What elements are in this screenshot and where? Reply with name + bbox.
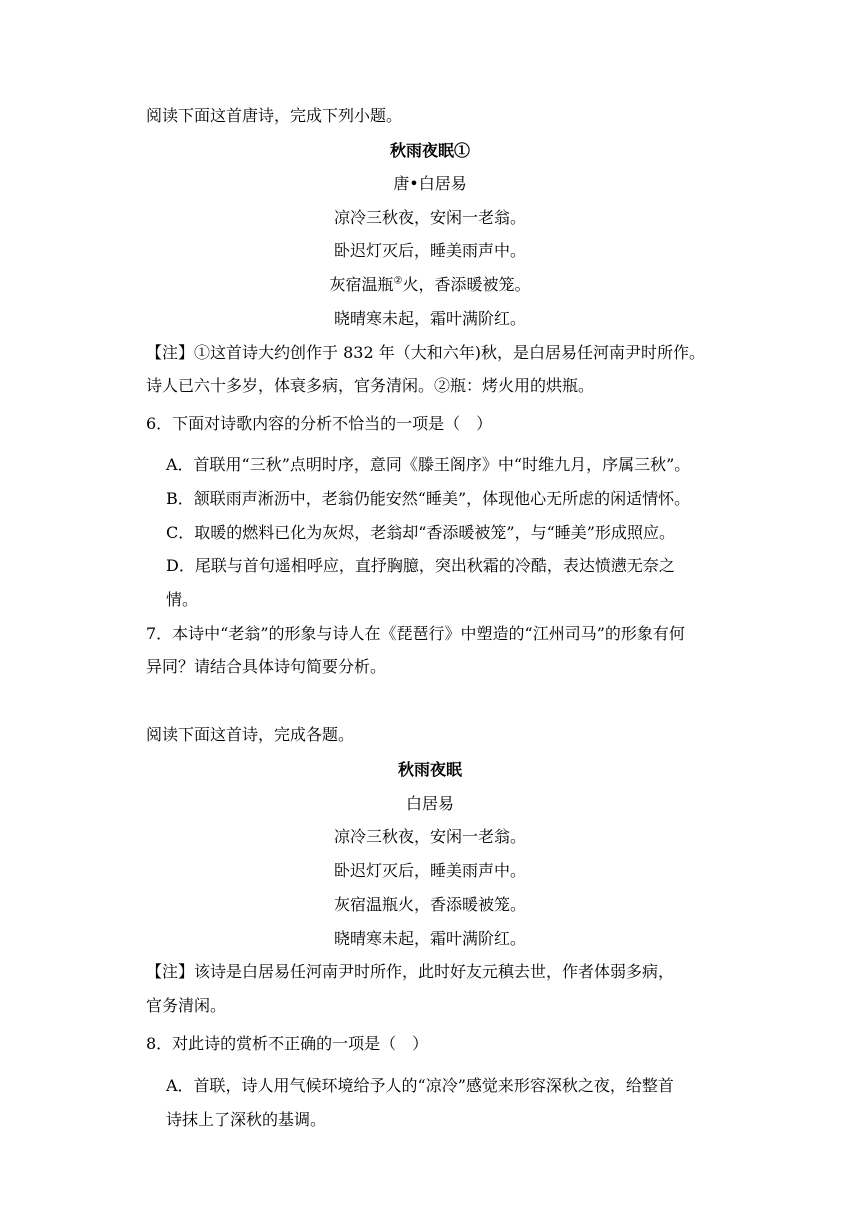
poem-verse-2-3: 灰宿温瓶火，香添暖被笼。 [333, 895, 526, 914]
question-6-option-d-cont: 情。 [166, 590, 199, 609]
question-8-stem: 8．对此诗的赏析不正确的一项是（ ） [146, 1034, 429, 1053]
poem-verse-1-4: 晓晴寒未起，霜叶满阶红。 [333, 309, 526, 328]
poem-title-2: 秋雨夜眠 [397, 760, 462, 779]
poem-title-1: 秋雨夜眠① [389, 141, 470, 160]
poem-verse-2-2: 卧迟灯灭后，睡美雨声中。 [333, 861, 526, 880]
question-8-option-a-cont: 诗抹上了深秋的基调。 [166, 1110, 327, 1129]
poem-verse-1-1: 凉冷三秋夜，安闲一老翁。 [333, 208, 526, 227]
footnote-marker: ② [393, 275, 403, 287]
question-6-option-c: C．取暖的燃料已化为灰烬，老翁却“香添暖被笼”，与“睡美”形成照应。 [166, 523, 675, 542]
note-2-line-2: 官务清闲。 [146, 996, 227, 1015]
note-1-line-1: 【注】①这首诗大约创作于 832 年（大和六年)秋，是白居易任河南尹时所作。 [146, 343, 705, 362]
question-6-option-d: D．尾联与首句遥相呼应，直抒胸臆，突出秋霜的冷酷，表达愤懑无奈之 [166, 556, 675, 575]
question-6-stem: 6．下面对诗歌内容的分析不恰当的一项是（ ） [146, 414, 493, 433]
question-7-line-2: 异同？请结合具体诗句简要分析。 [146, 657, 387, 676]
poem-verse-1-3 [0, 274, 860, 296]
reading-instruction-2: 阅读下面这首诗，完成各题。 [146, 725, 355, 744]
poem-author-1: 唐•白居易 [393, 174, 467, 193]
question-6-option-b: B．颔联雨声淅沥中，老翁仍能安然“睡美”，体现他心无所虑的闲适情怀。 [166, 489, 691, 508]
poem-author-2: 白居易 [405, 794, 454, 813]
poem-verse-1-3-part-b: 火，香添暖被笼。 [402, 275, 531, 294]
poem-verse-2-1: 凉冷三秋夜，安闲一老翁。 [333, 827, 526, 846]
poem-verse-1-3-part-a: 灰宿温瓶 [329, 275, 394, 294]
question-7-line-1: 7．本诗中“老翁”的形象与诗人在《琵琶行》中塑造的“江州司马”的形象有何 [146, 624, 685, 643]
note-1-line-2: 诗人已六十多岁，体衰多病，官务清闲。②瓶：烤火用的烘瓶。 [146, 376, 595, 395]
note-2-line-1: 【注】该诗是白居易任河南尹时所作，此时好友元稹去世，作者体弱多病， [146, 962, 675, 981]
reading-instruction-1: 阅读下面这首唐诗，完成下列小题。 [146, 106, 403, 125]
question-8-option-a: A．首联，诗人用气候环境给予人的“凉冷”感觉来形容深秋之夜，给整首 [166, 1076, 674, 1095]
poem-verse-2-4: 晓晴寒未起，霜叶满阶红。 [333, 929, 526, 948]
question-6-option-a: A．首联用“三秋”点明时序，意同《滕王阁序》中“时维九月，序属三秋”。 [166, 455, 691, 474]
poem-verse-1-2: 卧迟灯灭后，睡美雨声中。 [333, 241, 526, 260]
